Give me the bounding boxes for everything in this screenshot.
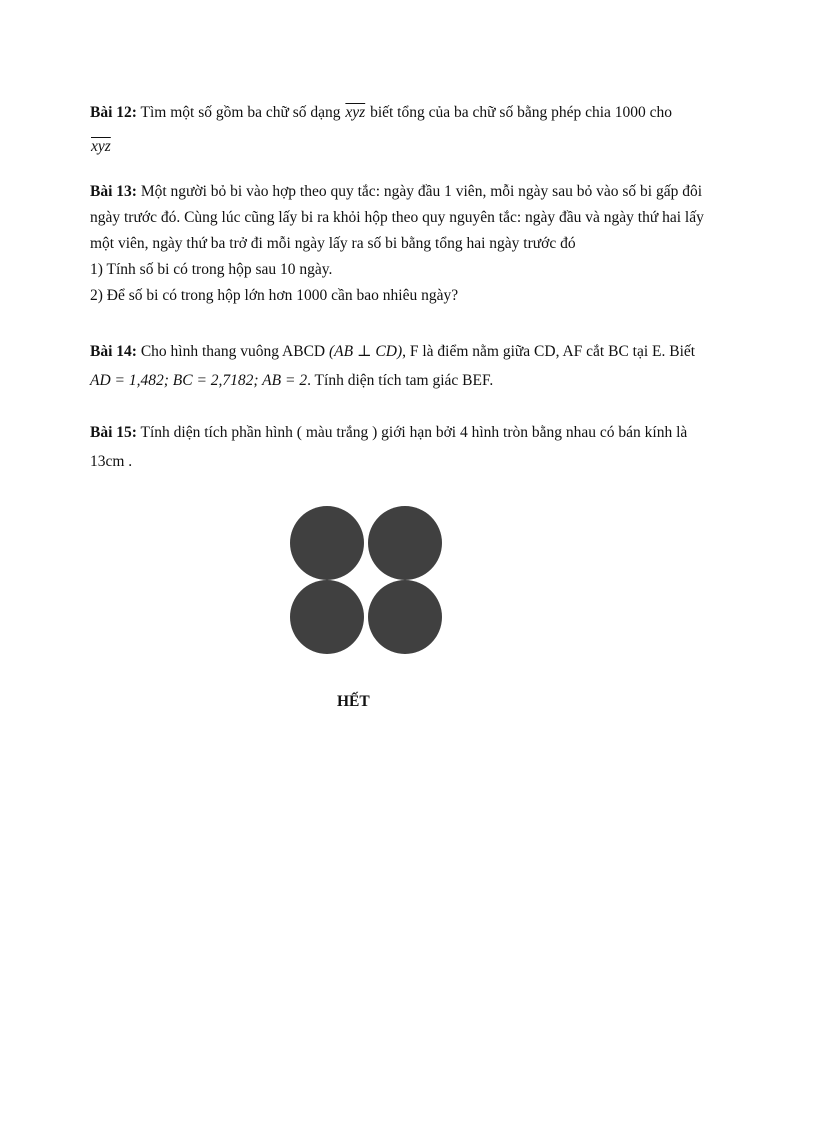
problem-14-label: Bài 14:: [90, 343, 137, 360]
problem-15-label: Bài 15:: [90, 424, 137, 441]
problem-13-text-1: Một người bỏ bi vào hợp theo quy tắc: ngày đầu 1 viên, mỗi ngày sau bỏ vào số bi gấp đôi: [136, 183, 702, 200]
problem-14-line-1: [90, 337, 750, 366]
problem-12-line-2: [90, 130, 750, 164]
problem-14-given: AD = 1,482; BC = 2,7182; AB = 2: [90, 372, 308, 389]
problem-14-text-a: Cho hình thang vuông ABCD: [136, 343, 329, 360]
circle-bottom-right: [368, 580, 442, 654]
problem-13-question-1: 1) Tính số bi có trong hộp sau 10 ngày.: [90, 261, 333, 278]
circle-top-right: [368, 506, 442, 580]
circle-bottom-left: [290, 580, 364, 654]
problem-15-line-1: [90, 418, 750, 447]
problem-15: [90, 418, 750, 476]
problem-13-label: Bài 13:: [90, 183, 137, 200]
problem-12: [90, 96, 750, 164]
problem-13-question-2: 2) Để số bi có trong hộp lớn hơn 1000 cần bao nhiêu ngày?: [90, 287, 459, 304]
end-marker: HẾT: [337, 693, 370, 710]
problem-15-text-1: Tính diện tích phần hình ( màu trắng ) giới hạn bởi 4 hình tròn bằng nhau có bán kính là: [136, 424, 688, 441]
problem-12-line-1: [90, 96, 750, 130]
problem-14-text-c: . Tính diện tích tam giác BEF.: [307, 372, 494, 389]
problem-14: [90, 337, 750, 395]
problem-13-line-1: [90, 179, 750, 205]
problem-12-text-a: Tìm một số gồm ba chữ số dạng: [136, 104, 345, 121]
problem-15-line-2: 13cm .: [90, 453, 133, 470]
problem-13-line-2: ngày trước đó. Cùng lúc cũng lấy bi ra khỏi hộp theo quy nguyên tắc: ngày đầu và ngày thứ hai lấy: [90, 209, 704, 226]
problem-14-line-2: [90, 366, 750, 395]
circle-top-left: [290, 506, 364, 580]
problem-12-text-b: biết tổng của ba chữ số bằng phép chia 1000 cho: [366, 104, 673, 121]
problem-14-text-b: , F là điểm nằm giữa CD, AF cắt BC tại E. Biết: [402, 343, 696, 360]
problem-14-condition: (AB ⊥ CD): [328, 343, 403, 360]
problem-12-var-xyz-2: $\overline{xyz}$: [91, 138, 111, 155]
four-circles-figure: [289, 505, 444, 655]
problem-13: [90, 179, 750, 309]
problem-12-label: Bài 12:: [90, 104, 137, 121]
problem-13-line-3: một viên, ngày thứ ba trở đi mỗi ngày lấy ra số bi bằng tổng hai ngày trước đó: [90, 235, 576, 252]
problem-12-var-xyz: $\overline{xyz}$: [345, 104, 366, 121]
